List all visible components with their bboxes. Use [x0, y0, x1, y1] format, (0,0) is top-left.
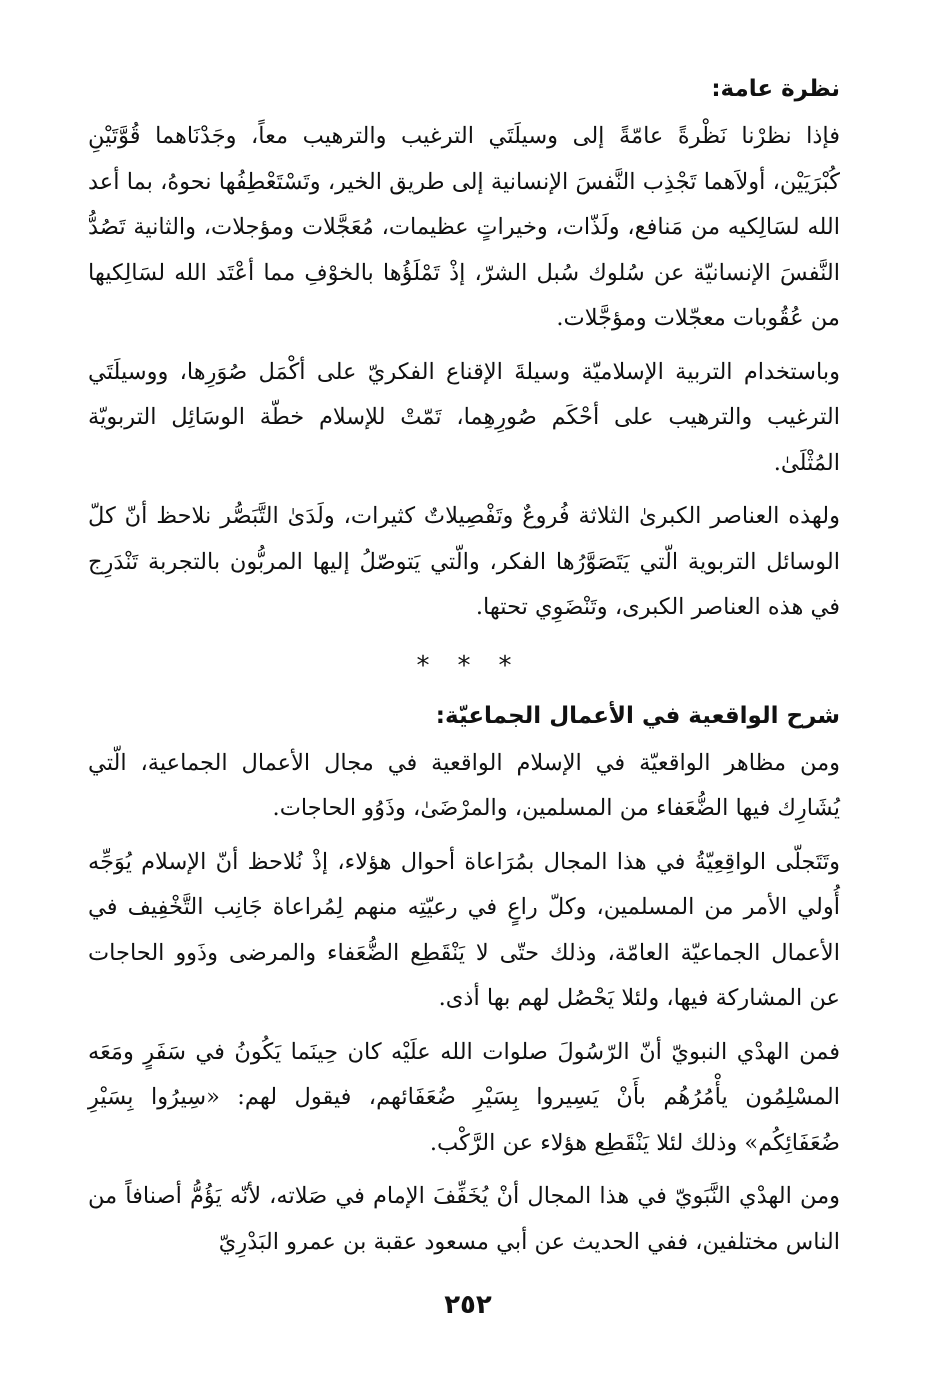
paragraph: ومن مظاهر الواقعيّة في الإسلام الواقعية في مجال الأعمال الجماعية، الّتي يُشَارِك فيها الضُّعَفاء من المسلمين، والمرْضَىٰ، وذَوُو الحاجات. [88, 749, 840, 821]
page-body [88, 72, 840, 1273]
paragraph: ولهذه العناصر الكبرىٰ الثلاثة فُروعٌ وتَفْصِيلاتٌ كثيرات، ولَدَىٰ التَّبَصُّر نلاحظ أنّ كلّ الوسائل التربوية الّتي يَتَصَوَّرُها الفكر، والّتي يَتوصّلُ إليها المربُّون بالتجربة تَنْدَرِج في هذه العناصر الكبرى، وتَنْضَوِي تحتها. [88, 503, 840, 620]
section-separator [88, 649, 840, 683]
section-heading-overview: نظرة عامة: [711, 76, 840, 102]
separator-star: * [416, 650, 430, 681]
paragraph: فمن الهدْي النبويّ أنّ الرّسُولَ صلوات الله علَيْه كان حِينَما يَكُونُ في سَفَرٍ ومَعَه المسْلِمُون يأْمُرُهُم بأَنْ يَسِيروا بِسَيْرِ ضُعَفَائهم، فيقول لهم: «سِيرُوا بِسَيْرِ ضُعَفَائِكُم» وذلك لئلا يَنْقَطِع هؤلاء عن الرَّكْب. [88, 1038, 840, 1156]
paragraph: وباستخدام التربية الإسلاميّة وسيلةَ الإقناع الفكريّ على أكْمَل صُوَرِها، ووسيلَتَي الترغيب والترهيب على أحْكَم صُورِهِما، تَمّتْ للإسلام خطّة الوسَائِل التربويّة المُثْلَىٰ. [88, 358, 840, 476]
paragraph: وتَتَجلّى الواقِعِيّةُ في هذا المجال بمُرَاعاة أحوال هؤلاء، إذْ نُلاحظ أنّ الإسلام يُوَجِّه أُولي الأمر من المسلمين، وكلّ راعٍ في رعيّتِه منهم لِمُراعاة جَانِب التَّخْفِيف في الأعمال الجماعيّة العامّة، وذلك حتّى لا يَنْقَطِع الضُّعَفاء والمرضى وذَوو الحاجات عن المشاركة فيها، ولئلا يَحْصُل لهم بها أذى. [88, 848, 840, 1011]
section-heading-realism: شرح الواقعية في الأعمال الجماعيّة: [435, 702, 840, 729]
separator-star: * [498, 650, 512, 681]
paragraph: فإذا نظرْنا نَظْرةً عامّةً إلى وسيلَتَي الترغيب والترهيب معاً، وجَدْنَاهما قُوَّتَيْنِ كُبْرَيَيْن، أولاَهما تَجْذِب النَّفسَ الإنسانية إلى طريق الخير، وتَسْتَعْطِفُها نحوهُ، بما أعد الله لسَالِكيه من مَنافع، ولَذّات، وخيراتٍ عظيمات، مُعَجَّلات ومؤجلات، والثانية تَصُدُّ النَّفسَ الإنسانيّة عن سُلوك سُبل الشرّ، إذْ تَمْلَؤُها بالخوْفِ مما أعْتَد الله لسَالِكيها من عُقُوبات معجّلات ومؤجَّلات. [88, 123, 840, 331]
page-number: ٢٥٢ [444, 1290, 492, 1320]
separator-star: * [457, 650, 471, 681]
paragraph: ومن الهدْي النَّبَويّ في هذا المجال أنْ يُخَفِّفَ الإمام في صَلاته، لأنّه يَؤُمُّ أصنافاً من الناس مختلفين، ففي الحديث عن أبي مسعود عقبة بن عمرو البَدْرِيّ [88, 1183, 840, 1255]
